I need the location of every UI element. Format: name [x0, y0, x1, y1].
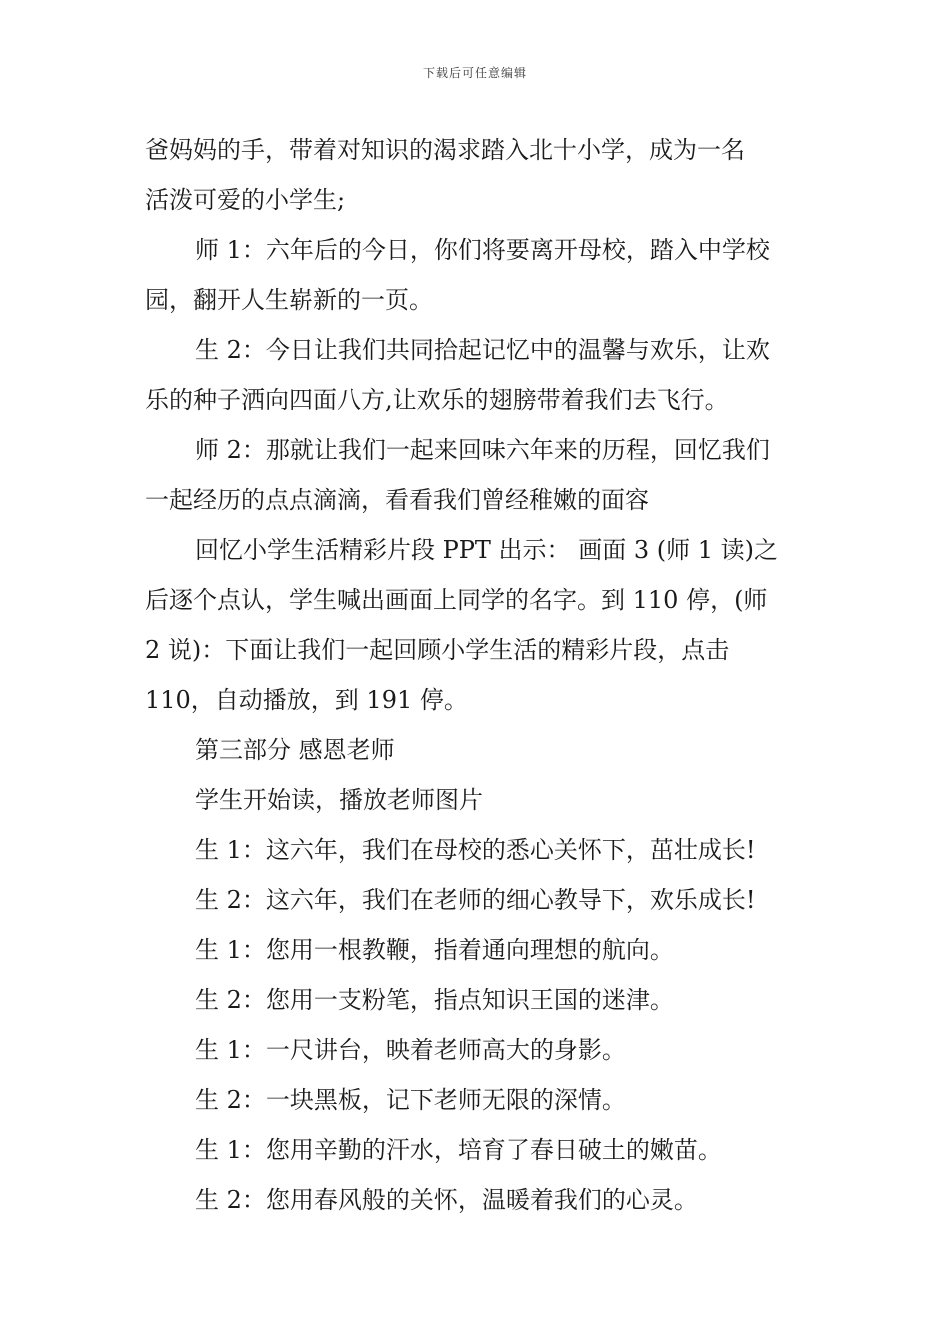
text-line: 生 1：您用一根教鞭，指着通向理想的航向。	[195, 936, 674, 964]
text-line: 一起经历的点点滴滴，看看我们曾经稚嫩的面容	[145, 486, 649, 514]
text-line: 生 2：今日让我们共同拾起记忆中的温馨与欢乐，让欢	[195, 336, 770, 364]
text-line: 生 2：这六年，我们在老师的细心教导下，欢乐成长!	[195, 886, 756, 914]
text-line: 师 1：六年后的今日，你们将要离开母校，踏入中学校	[195, 236, 770, 264]
page-header: 下载后可任意编辑	[422, 66, 527, 80]
text-line: 生 1：一尺讲台，映着老师高大的身影。	[195, 1036, 626, 1064]
text-line: 后逐个点认，学生喊出画面上同学的名字。到 110 停，(师	[145, 586, 768, 614]
text-line: 生 1：您用辛勤的汗水，培育了春日破土的嫩苗。	[195, 1136, 722, 1164]
text-line: 活泼可爱的小学生;	[145, 186, 346, 214]
text-line: 生 2：您用一支粉笔，指点知识王国的迷津。	[195, 986, 674, 1014]
text-line: 园，翻开人生崭新的一页。	[145, 286, 433, 314]
text-line: 生 2：一块黑板，记下老师无限的深情。	[195, 1086, 626, 1114]
text-line: 生 2：您用春风般的关怀，温暖着我们的心灵。	[195, 1186, 698, 1214]
text-line: 师 2：那就让我们一起来回味六年来的历程，回忆我们	[195, 436, 770, 464]
section-heading: 第三部分 感恩老师	[195, 736, 395, 764]
text-line: 学生开始读，播放老师图片	[195, 786, 483, 814]
text-line: 爸妈妈的手，带着对知识的渴求踏入北十小学，成为一名	[145, 136, 745, 164]
text-line: 生 1：这六年，我们在母校的悉心关怀下，茁壮成长!	[195, 836, 756, 864]
text-line: 110，自动播放，到 191 停。	[145, 686, 468, 714]
text-line: 乐的种子洒向四面八方,让欢乐的翅膀带着我们去飞行。	[145, 386, 729, 414]
text-line: 2 说)：下面让我们一起回顾小学生活的精彩片段，点击	[145, 636, 730, 664]
document-body	[145, 125, 810, 1225]
text-line: 回忆小学生活精彩片段 PPT 出示： 画面 3 (师 1 读)之	[195, 536, 778, 564]
